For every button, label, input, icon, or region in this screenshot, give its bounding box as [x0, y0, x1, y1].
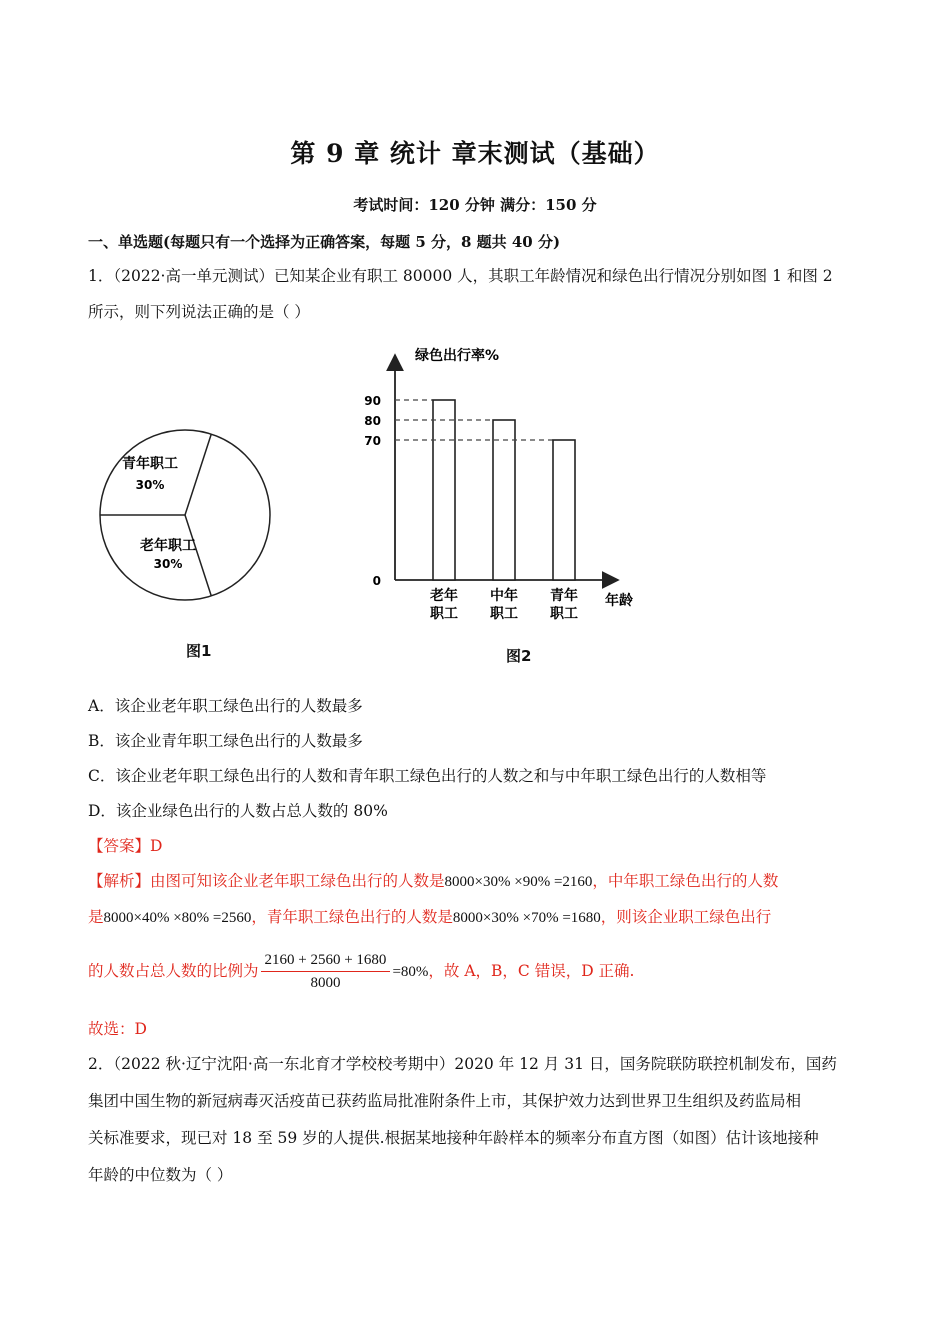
analysis-tag: 【解析】: [88, 872, 151, 890]
q2-stem-line3: 关标准要求，现已对 18 至 59 岁的人提供.根据某地接种年龄样本的频率分布直方图（如图）估计该地接种: [88, 1129, 819, 1147]
analysis-text: 的人数占总人数的比例为: [88, 962, 259, 980]
pie-pct-old: 30%: [153, 557, 183, 571]
q1-stem-line1: 1．（2022·高一单元测试）已知某企业有职工 80000 人，其职工年龄情况和绿色出行情况分别如图 1 和图 2: [88, 267, 833, 285]
option-c: C．该企业老年职工绿色出行的人数和青年职工绿色出行的人数之和与中年职工绿色出行的人数相等: [88, 767, 767, 785]
bar-xlabel: 年龄: [605, 593, 633, 609]
bar-ylabel: 绿色出行率%: [415, 348, 500, 364]
y-tick-label: 0: [372, 574, 381, 588]
section-heading: 一、单选题(每题只有一个选择为正确答案，每题 5 分，8 题共 40 分): [88, 233, 561, 251]
pie-pct-youth: 30%: [135, 478, 165, 492]
y-tick-label: 80: [364, 414, 381, 428]
fig1-caption: 图1: [186, 642, 212, 660]
conclusion: 故选：D: [88, 1020, 147, 1038]
bar-3: [553, 440, 575, 580]
x-category-label: 中年: [490, 588, 518, 604]
fig2-caption: 图2: [506, 647, 532, 665]
option-d: D．该企业绿色出行的人数占总人数的 80%: [88, 802, 388, 820]
answer-value: D: [150, 837, 163, 855]
math-result: =80%: [392, 964, 429, 980]
q2-stem-line2: 集团中国生物的新冠病毒灭活疫苗已获药监局批准附条件上市，其保护效力达到世界卫生组织及药监局相: [88, 1092, 802, 1110]
x-category-label: 老年: [430, 588, 458, 604]
q2-stem-line1: 2．（2022 秋·辽宁沈阳·高一东北育才学校校考期中）2020 年 12 月 31 日，国务院联防联控机制发布，国药: [88, 1055, 837, 1073]
x-category-label: 职工: [490, 606, 518, 622]
x-category-label: 职工: [430, 606, 458, 622]
analysis-text: ，青年职工绿色出行的人数是: [251, 908, 453, 926]
q1-stem-line2: 所示，则下列说法正确的是（ ）: [88, 303, 310, 321]
math-expr-young: 8000×30% ×70% =1680: [452, 910, 601, 926]
y-tick-label: 70: [364, 434, 381, 448]
exam-info: 考试时间：120 分钟 满分：150 分: [353, 196, 597, 214]
analysis-text: ，故 A，B，C 错误，D 正确.: [428, 962, 635, 980]
analysis-line3: [88, 952, 635, 992]
analysis-text: ，中年职工绿色出行的人数: [592, 872, 779, 890]
math-expr-mid: 8000×40% ×80% =2560: [103, 910, 252, 926]
pie-chart: [90, 395, 290, 675]
bar-1: [433, 400, 455, 580]
answer-tag: 【答案】: [88, 837, 151, 855]
fraction-numerator: 2160 + 2560 + 1680: [261, 952, 391, 972]
x-category-label: 青年: [550, 588, 578, 604]
analysis-text: 由图可知该企业老年职工绿色出行的人数是: [150, 872, 445, 890]
q2-stem-line4: 年龄的中位数为（ ）: [88, 1166, 233, 1184]
ratio-fraction: [261, 952, 391, 992]
pie-label-old: 老年职工: [140, 538, 196, 554]
analysis-line2: [88, 905, 771, 927]
fraction-denominator: 8000: [310, 975, 341, 991]
option-b: B．该企业青年职工绿色出行的人数最多: [88, 732, 363, 750]
page-title: 第 9 章 统计 章末测试（基础）: [290, 139, 660, 168]
x-category-label: 职工: [550, 606, 578, 622]
math-expr-old: 8000×30% ×90% =2160: [444, 874, 593, 890]
answer-line: [88, 834, 162, 856]
bar-chart: [360, 340, 650, 630]
option-a: A．该企业老年职工绿色出行的人数最多: [88, 697, 363, 715]
pie-label-youth: 青年职工: [122, 456, 178, 472]
y-tick-label: 90: [364, 394, 381, 408]
analysis-text: 是: [88, 908, 104, 926]
analysis-text: ，则该企业职工绿色出行: [600, 908, 772, 926]
bar-2: [493, 420, 515, 580]
analysis-line1: [88, 869, 778, 891]
